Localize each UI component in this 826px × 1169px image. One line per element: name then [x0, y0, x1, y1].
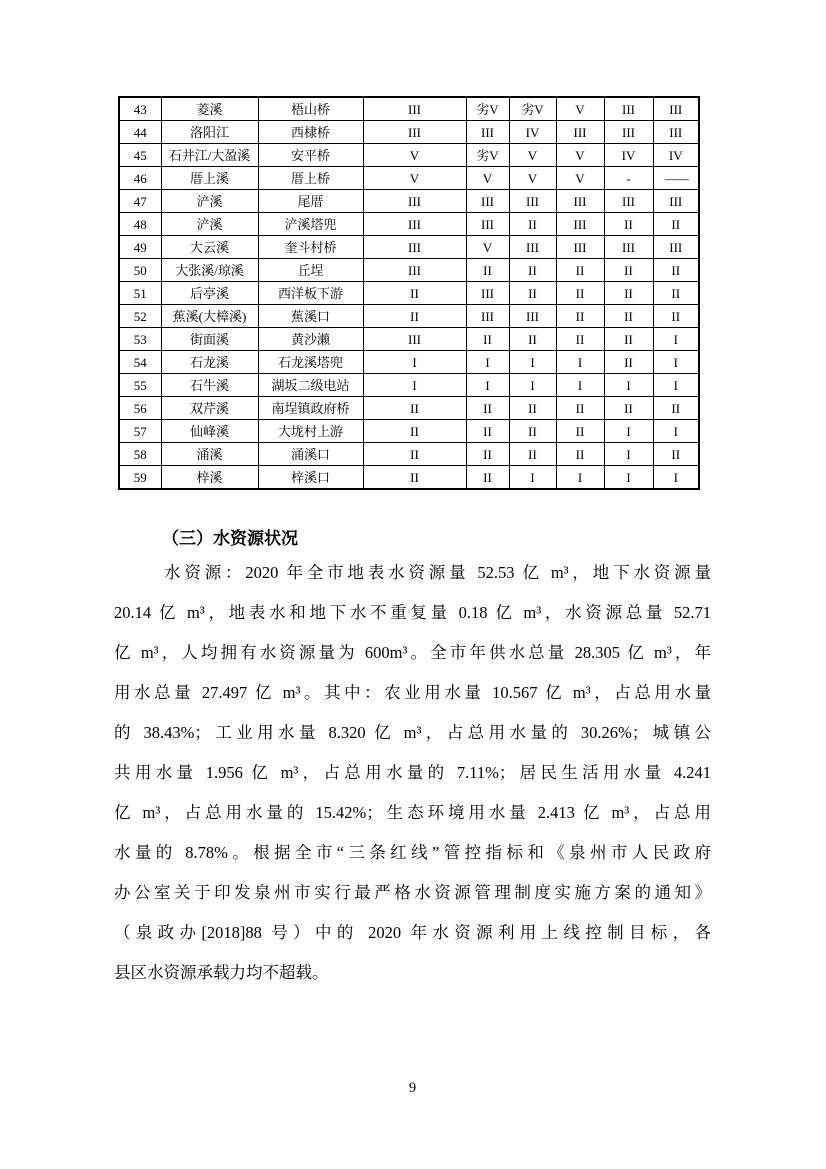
- river-name-cell: 石龙溪: [161, 351, 258, 374]
- river-name-cell: 蕉溪(大樟溪): [161, 305, 258, 328]
- grade-cell: III: [509, 305, 556, 328]
- grade-cell: V: [556, 97, 604, 121]
- grade-cell: II: [466, 420, 509, 443]
- grade-cell: I: [363, 374, 466, 397]
- grade-cell: II: [363, 420, 466, 443]
- site-name-cell: 丘埕: [258, 259, 363, 282]
- grade-cell: III: [466, 213, 509, 236]
- grade-cell: III: [509, 190, 556, 213]
- paragraph-line: 亿 m³，人均拥有水资源量为 600m³。全市年供水总量 28.305 亿 m³，年: [114, 643, 711, 662]
- table-row: [119, 466, 699, 490]
- table-row: [119, 213, 699, 236]
- grade-cell: III: [363, 97, 466, 121]
- grade-cell: III: [363, 259, 466, 282]
- grade-cell: II: [653, 443, 699, 466]
- grade-cell: II: [653, 213, 699, 236]
- grade-cell: III: [653, 121, 699, 144]
- grade-cell: III: [556, 190, 604, 213]
- table-row: [119, 351, 699, 374]
- grade-cell: II: [653, 282, 699, 305]
- table-row: [119, 397, 699, 420]
- table-row: [119, 305, 699, 328]
- grade-cell: IV: [604, 144, 653, 167]
- grade-cell: I: [556, 374, 604, 397]
- grade-cell: II: [604, 351, 653, 374]
- grade-cell: III: [604, 97, 653, 121]
- grade-cell: I: [466, 374, 509, 397]
- paragraph-line: 的 38.43%；工业用水量 8.320 亿 m³，占总用水量的 30.26%；城镇公: [114, 723, 711, 742]
- grade-cell: II: [653, 397, 699, 420]
- grade-cell: II: [653, 305, 699, 328]
- river-name-cell: 后亭溪: [161, 282, 258, 305]
- paragraph-line: 亿 m³，占总用水量的 15.42%；生态环境用水量 2.413 亿 m³，占总用: [114, 803, 711, 822]
- paragraph-line: 水资源：2020 年全市地表水资源量 52.53 亿 m³，地下水资源量: [164, 563, 711, 582]
- grade-cell: III: [509, 236, 556, 259]
- section-heading: （三）水资源状况: [162, 529, 298, 548]
- row-number-cell: 58: [119, 443, 161, 466]
- site-name-cell: 涌溪口: [258, 443, 363, 466]
- river-name-cell: 街面溪: [161, 328, 258, 351]
- table-row: [119, 443, 699, 466]
- grade-cell: I: [653, 351, 699, 374]
- grade-cell: I: [604, 374, 653, 397]
- grade-cell: III: [363, 236, 466, 259]
- site-name-cell: 黄沙濑: [258, 328, 363, 351]
- table-row: [119, 97, 699, 121]
- row-number-cell: 48: [119, 213, 161, 236]
- grade-cell: II: [604, 305, 653, 328]
- table-row: [119, 236, 699, 259]
- row-number-cell: 59: [119, 466, 161, 490]
- river-name-cell: 梓溪: [161, 466, 258, 490]
- grade-cell: I: [509, 466, 556, 490]
- grade-cell: V: [509, 144, 556, 167]
- grade-cell: II: [363, 282, 466, 305]
- site-name-cell: 厝上桥: [258, 167, 363, 190]
- grade-cell: II: [466, 466, 509, 490]
- grade-cell: II: [653, 259, 699, 282]
- grade-cell: III: [653, 190, 699, 213]
- grade-cell: II: [509, 282, 556, 305]
- water-resources-paragraph: [114, 553, 711, 993]
- river-name-cell: 大张溪/琼溪: [161, 259, 258, 282]
- grade-cell: II: [604, 328, 653, 351]
- site-name-cell: 梧山桥: [258, 97, 363, 121]
- grade-cell: III: [556, 213, 604, 236]
- grade-cell: II: [509, 213, 556, 236]
- grade-cell: I: [604, 420, 653, 443]
- grade-cell: II: [466, 443, 509, 466]
- site-name-cell: 蕉溪口: [258, 305, 363, 328]
- grade-cell: II: [604, 213, 653, 236]
- grade-cell: I: [653, 374, 699, 397]
- paragraph-line: （泉政办[2018]88 号）中的 2020 年水资源利用上线控制目标，各: [114, 923, 711, 942]
- grade-cell: III: [653, 97, 699, 121]
- river-name-cell: 涌溪: [161, 443, 258, 466]
- river-name-cell: 浐溪: [161, 213, 258, 236]
- river-name-cell: 菱溪: [161, 97, 258, 121]
- row-number-cell: 46: [119, 167, 161, 190]
- grade-cell: I: [556, 466, 604, 490]
- site-name-cell: 南埕镇政府桥: [258, 397, 363, 420]
- grade-cell: II: [556, 305, 604, 328]
- water-resources-section: [114, 524, 711, 993]
- site-name-cell: 浐溪塔兜: [258, 213, 363, 236]
- grade-cell: II: [363, 397, 466, 420]
- river-name-cell: 厝上溪: [161, 167, 258, 190]
- grade-cell: II: [466, 397, 509, 420]
- table-row: [119, 167, 699, 190]
- table-row: [119, 420, 699, 443]
- grade-cell: 劣V: [509, 97, 556, 121]
- row-number-cell: 47: [119, 190, 161, 213]
- grade-cell: I: [509, 351, 556, 374]
- grade-cell: V: [556, 167, 604, 190]
- grade-cell: IV: [509, 121, 556, 144]
- grade-cell: V: [363, 167, 466, 190]
- site-name-cell: 西棣桥: [258, 121, 363, 144]
- grade-cell: III: [363, 213, 466, 236]
- grade-cell: II: [604, 397, 653, 420]
- grade-cell: II: [363, 443, 466, 466]
- grade-cell: I: [653, 328, 699, 351]
- grade-cell: I: [653, 466, 699, 490]
- grade-cell: III: [363, 121, 466, 144]
- grade-cell: 劣V: [466, 144, 509, 167]
- river-name-cell: 石牛溪: [161, 374, 258, 397]
- river-name-cell: 浐溪: [161, 190, 258, 213]
- table-row: [119, 328, 699, 351]
- grade-cell: I: [363, 351, 466, 374]
- grade-cell: III: [556, 121, 604, 144]
- table-row: [119, 259, 699, 282]
- paragraph-line: 水量的 8.78%。根据全市“三条红线”管控指标和《泉州市人民政府: [114, 843, 711, 862]
- grade-cell: II: [604, 282, 653, 305]
- site-name-cell: 西洋板下游: [258, 282, 363, 305]
- grade-cell: 劣V: [466, 97, 509, 121]
- grade-cell: -: [604, 167, 653, 190]
- grade-cell: III: [604, 121, 653, 144]
- grade-cell: II: [466, 259, 509, 282]
- grade-cell: II: [363, 305, 466, 328]
- grade-cell: III: [604, 190, 653, 213]
- site-name-cell: 安平桥: [258, 144, 363, 167]
- grade-cell: II: [556, 282, 604, 305]
- grade-cell: II: [509, 397, 556, 420]
- site-name-cell: 湖坂二级电站: [258, 374, 363, 397]
- water-quality-table: [118, 96, 700, 490]
- paragraph-line: 办公室关于印发泉州市实行最严格水资源管理制度实施方案的通知》: [114, 883, 711, 902]
- grade-cell: III: [466, 305, 509, 328]
- grade-cell: III: [466, 282, 509, 305]
- row-number-cell: 53: [119, 328, 161, 351]
- river-name-cell: 大云溪: [161, 236, 258, 259]
- grade-cell: III: [653, 236, 699, 259]
- grade-cell: V: [363, 144, 466, 167]
- grade-cell: II: [363, 466, 466, 490]
- row-number-cell: 54: [119, 351, 161, 374]
- grade-cell: III: [363, 328, 466, 351]
- grade-cell: I: [604, 466, 653, 490]
- grade-cell: II: [556, 328, 604, 351]
- page-number: 9: [408, 1080, 417, 1096]
- grade-cell: V: [509, 167, 556, 190]
- row-number-cell: 50: [119, 259, 161, 282]
- grade-cell: I: [604, 443, 653, 466]
- grade-cell: II: [509, 259, 556, 282]
- grade-cell: II: [509, 328, 556, 351]
- paragraph-line: 县区水资源承载力均不超载。: [114, 963, 329, 982]
- paragraph-line: 共用水量 1.956 亿 m³，占总用水量的 7.11%；居民生活用水量 4.241: [114, 763, 711, 782]
- grade-cell: III: [604, 236, 653, 259]
- grade-cell: II: [556, 397, 604, 420]
- grade-cell: V: [556, 144, 604, 167]
- grade-cell: I: [509, 374, 556, 397]
- grade-cell: I: [653, 420, 699, 443]
- site-name-cell: 奎斗村桥: [258, 236, 363, 259]
- row-number-cell: 44: [119, 121, 161, 144]
- grade-cell: III: [363, 190, 466, 213]
- river-name-cell: 石井江/大盈溪: [161, 144, 258, 167]
- row-number-cell: 57: [119, 420, 161, 443]
- row-number-cell: 45: [119, 144, 161, 167]
- river-name-cell: 双芹溪: [161, 397, 258, 420]
- table-row: [119, 121, 699, 144]
- site-name-cell: 石龙溪塔兜: [258, 351, 363, 374]
- row-number-cell: 49: [119, 236, 161, 259]
- grade-cell: ——: [653, 167, 699, 190]
- grade-cell: I: [556, 351, 604, 374]
- site-name-cell: 大垅村上游: [258, 420, 363, 443]
- site-name-cell: 尾厝: [258, 190, 363, 213]
- river-name-cell: 仙峰溪: [161, 420, 258, 443]
- grade-cell: V: [466, 167, 509, 190]
- grade-cell: IV: [653, 144, 699, 167]
- row-number-cell: 51: [119, 282, 161, 305]
- paragraph-line: 20.14 亿 m³，地表水和地下水不重复量 0.18 亿 m³，水资源总量 52.71: [114, 603, 711, 622]
- grade-cell: III: [556, 236, 604, 259]
- row-number-cell: 43: [119, 97, 161, 121]
- site-name-cell: 梓溪口: [258, 466, 363, 490]
- grade-cell: II: [509, 443, 556, 466]
- grade-cell: III: [466, 190, 509, 213]
- grade-cell: II: [604, 259, 653, 282]
- grade-cell: III: [466, 121, 509, 144]
- paragraph-line: 用水总量 27.497 亿 m³。其中：农业用水量 10.567 亿 m³，占总用水量: [114, 683, 711, 702]
- table-row: [119, 374, 699, 397]
- row-number-cell: 55: [119, 374, 161, 397]
- grade-cell: I: [466, 351, 509, 374]
- grade-cell: II: [556, 259, 604, 282]
- table-row: [119, 144, 699, 167]
- row-number-cell: 56: [119, 397, 161, 420]
- grade-cell: II: [556, 443, 604, 466]
- grade-cell: II: [556, 420, 604, 443]
- water-quality-table-body: [119, 97, 699, 489]
- grade-cell: II: [466, 328, 509, 351]
- river-name-cell: 洛阳江: [161, 121, 258, 144]
- grade-cell: V: [466, 236, 509, 259]
- table-row: [119, 282, 699, 305]
- row-number-cell: 52: [119, 305, 161, 328]
- table-row: [119, 190, 699, 213]
- grade-cell: II: [509, 420, 556, 443]
